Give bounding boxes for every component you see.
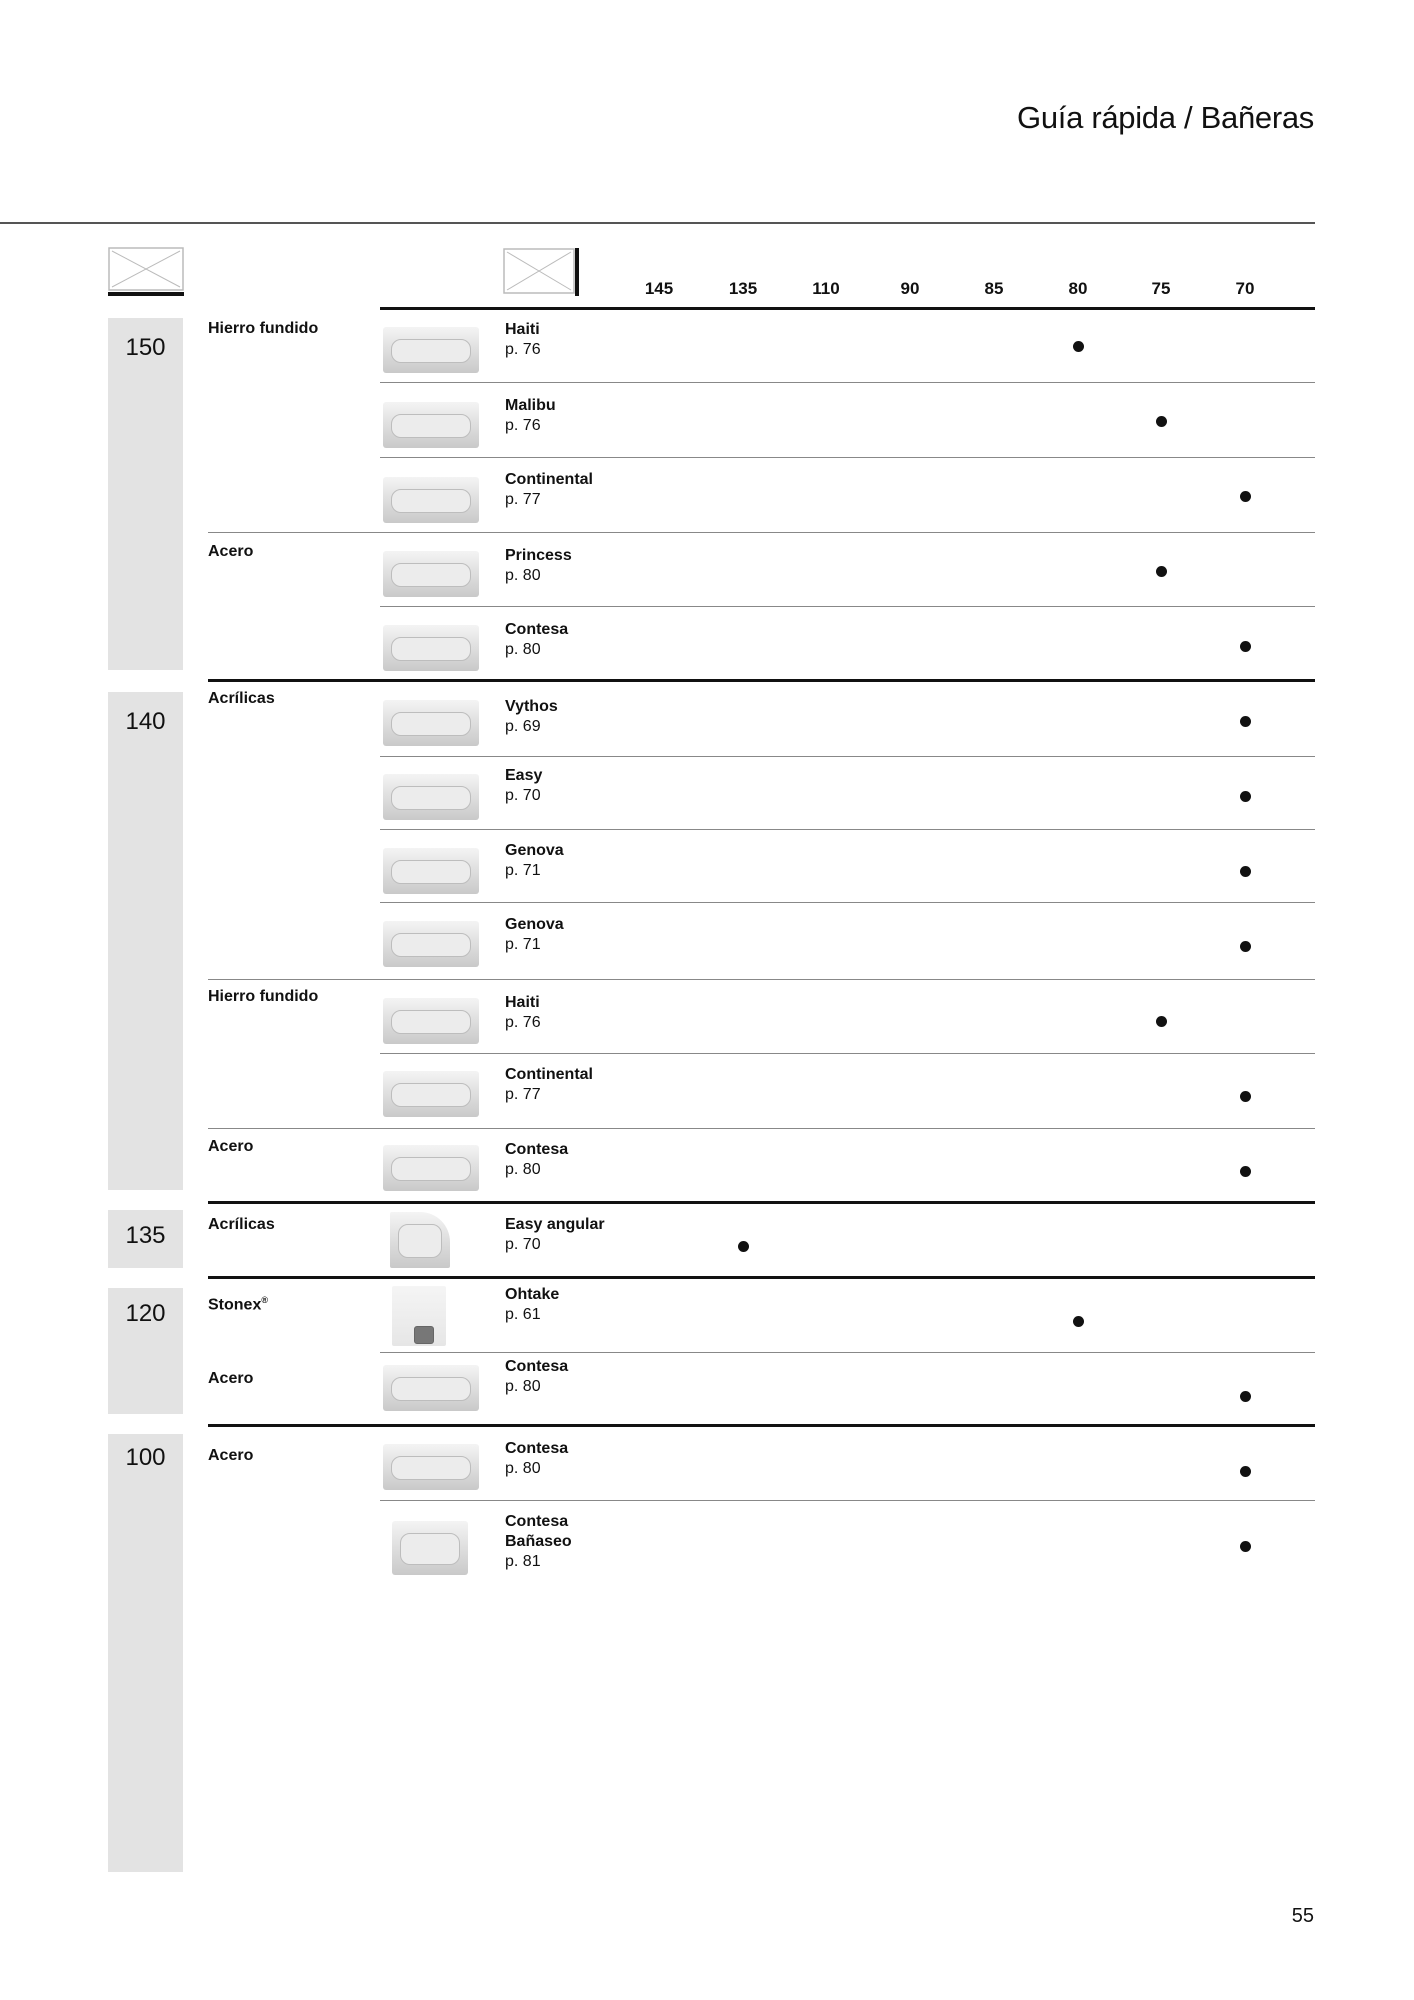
freestanding-bathtub-image: [392, 1286, 446, 1346]
row-divider: [380, 382, 1315, 383]
product-page: p. 69: [505, 718, 541, 735]
material-label: Acero: [208, 543, 254, 560]
length-indicator-bar: [108, 292, 184, 296]
availability-dot: [1240, 791, 1251, 802]
bathtub-image: [383, 848, 479, 894]
product-page: p. 61: [505, 1306, 541, 1323]
product-page: p. 80: [505, 567, 541, 584]
bathtub-image: [383, 774, 479, 820]
product-page: p. 80: [505, 1460, 541, 1477]
width-column-135: 135: [728, 279, 758, 298]
material-label: Hierro fundido: [208, 988, 319, 1005]
product-name: Contesa: [505, 621, 569, 638]
product-page: p. 77: [505, 491, 541, 508]
page-number: 55: [1291, 1905, 1314, 1927]
product-name: Contesa: [505, 1440, 569, 1457]
product-name: Continental: [505, 1066, 593, 1083]
product-name-line2: Bañaseo: [505, 1533, 572, 1550]
group-divider: [208, 1201, 1315, 1204]
row-divider: [380, 756, 1315, 757]
availability-dot: [1156, 566, 1167, 577]
availability-dot: [1156, 1016, 1167, 1027]
width-indicator-bar: [575, 248, 579, 296]
product-page: p. 80: [505, 641, 541, 658]
page-title: Guía rápida / Bañeras: [1017, 100, 1314, 135]
product-page: p. 80: [505, 1161, 541, 1178]
product-name: Malibu: [505, 397, 556, 414]
material-label: Acero: [208, 1370, 254, 1387]
length-block-135: [108, 1210, 183, 1268]
width-column-90: 90: [900, 279, 920, 298]
material-label: Acrílicas: [208, 1216, 275, 1233]
group-divider: [208, 679, 1315, 682]
product-page: p. 76: [505, 341, 541, 358]
bathtub-image: [383, 625, 479, 671]
material-label: Acrílicas: [208, 690, 275, 707]
length-label: 140: [125, 708, 166, 735]
availability-dot: [738, 1241, 749, 1252]
product-name: Haiti: [505, 994, 540, 1011]
material-name: Stonex: [208, 1296, 262, 1314]
product-page: p. 81: [505, 1553, 541, 1570]
product-name: Princess: [505, 547, 572, 564]
bathtub-image: [383, 477, 479, 523]
availability-dot: [1073, 341, 1084, 352]
corner-bathtub-image: [390, 1212, 450, 1268]
row-divider: [380, 1053, 1315, 1054]
row-divider: [208, 532, 1315, 533]
product-page: p. 70: [505, 1236, 541, 1253]
bathtub-image: [383, 921, 479, 967]
width-column-85: 85: [984, 279, 1004, 298]
product-name: Contesa: [505, 1358, 569, 1375]
length-label: 100: [125, 1444, 166, 1471]
product-page: p. 71: [505, 862, 541, 879]
bathtub-width-icon: [503, 248, 575, 294]
product-name: Contesa: [505, 1141, 569, 1158]
product-page: p. 76: [505, 1014, 541, 1031]
bathtub-image: [383, 700, 479, 746]
bathtub-image: [383, 1145, 479, 1191]
row-divider: [380, 829, 1315, 830]
availability-dot: [1240, 1466, 1251, 1477]
availability-dot: [1073, 1316, 1084, 1327]
row-divider: [208, 1128, 1315, 1129]
availability-dot: [1240, 1091, 1251, 1102]
product-name: Haiti: [505, 321, 540, 338]
row-divider: [380, 457, 1315, 458]
bathtub-image: [383, 327, 479, 373]
material-label: [208, 1295, 268, 1314]
row-divider: [208, 979, 1315, 980]
length-label: 120: [125, 1300, 166, 1327]
product-name: Genova: [505, 916, 564, 933]
bathtub-image: [383, 1365, 479, 1411]
availability-dot: [1240, 716, 1251, 727]
row-divider: [380, 1500, 1315, 1501]
product-page: p. 71: [505, 936, 541, 953]
availability-dot: [1240, 941, 1251, 952]
group-divider: [208, 1424, 1315, 1427]
product-name: Vythos: [505, 698, 558, 715]
availability-dot: [1240, 1166, 1251, 1177]
availability-dot: [1240, 641, 1251, 652]
bathtub-image: [383, 551, 479, 597]
product-page: p. 70: [505, 787, 541, 804]
width-column-110: 110: [812, 279, 840, 298]
width-column-80: 80: [1068, 279, 1088, 298]
bathtub-image: [383, 1071, 479, 1117]
header-rule: [380, 307, 1315, 310]
length-block-100: [108, 1434, 183, 1872]
material-label: Acero: [208, 1447, 254, 1464]
bathtub-length-icon: [108, 247, 184, 291]
product-page: p. 77: [505, 1086, 541, 1103]
length-label: 135: [125, 1222, 166, 1249]
availability-dot: [1240, 491, 1251, 502]
product-name: Continental: [505, 471, 593, 488]
row-divider: [380, 606, 1315, 607]
product-name: Contesa: [505, 1513, 569, 1530]
product-name: Easy: [505, 767, 543, 784]
product-name: Easy angular: [505, 1216, 605, 1233]
availability-dot: [1240, 866, 1251, 877]
bathtub-image: [383, 1444, 479, 1490]
width-column-70: 70: [1235, 279, 1255, 298]
bathtub-image: [392, 1521, 468, 1575]
product-page: p. 76: [505, 417, 541, 434]
row-divider: [380, 902, 1315, 903]
product-name: Ohtake: [505, 1286, 560, 1303]
length-block-150: [108, 318, 183, 670]
row-divider: [380, 1352, 1315, 1353]
bathtub-image: [383, 998, 479, 1044]
bathtub-image: [383, 402, 479, 448]
header-divider: [0, 222, 1315, 224]
availability-dot: [1240, 1541, 1251, 1552]
registered-mark: ®: [261, 1295, 268, 1305]
width-column-75: 75: [1151, 279, 1171, 298]
group-divider: [208, 1276, 1315, 1279]
length-label: 150: [125, 334, 166, 361]
product-page: p. 80: [505, 1378, 541, 1395]
width-column-145: 145: [644, 279, 674, 298]
availability-dot: [1156, 416, 1167, 427]
product-name: Genova: [505, 842, 564, 859]
material-label: Acero: [208, 1138, 254, 1155]
length-block-120: [108, 1288, 183, 1414]
material-label: Hierro fundido: [208, 320, 319, 337]
length-block-140: [108, 692, 183, 1190]
availability-dot: [1240, 1391, 1251, 1402]
